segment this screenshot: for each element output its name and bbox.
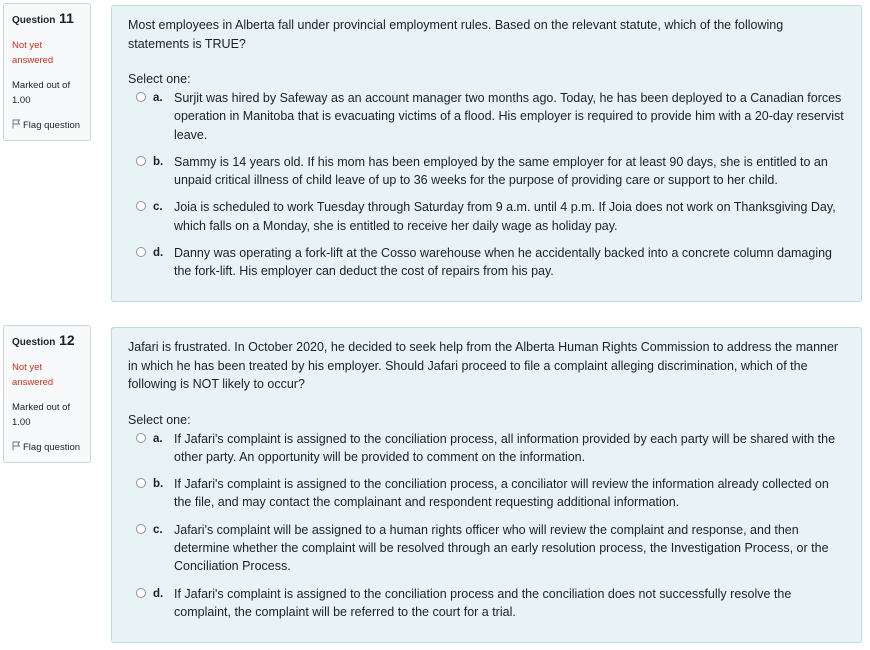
radio-button[interactable]: [136, 524, 146, 534]
question-11: [0, 0, 870, 305]
option-letter: b.: [153, 478, 164, 491]
question-state: Not yet answered: [12, 40, 54, 66]
answer-option-d[interactable]: [128, 585, 845, 622]
question-content: [111, 327, 862, 643]
answer-option-a[interactable]: [128, 89, 845, 144]
flag-icon: [12, 119, 21, 129]
radio-button[interactable]: [136, 201, 146, 211]
question-content: [111, 5, 862, 302]
radio-button[interactable]: [136, 478, 146, 488]
answer-option-b[interactable]: [128, 475, 845, 512]
answer-option-c[interactable]: [128, 521, 845, 576]
question-number: Question 11: [12, 10, 74, 26]
question-grade: Marked out of 1.00: [12, 80, 71, 106]
answer-options: [128, 430, 845, 622]
flag-question-button[interactable]: Flag question: [12, 118, 82, 133]
radio-button[interactable]: [136, 92, 146, 102]
radio-button[interactable]: [136, 433, 146, 443]
radio-button[interactable]: [136, 588, 146, 598]
option-text: If Jafari's complaint is assigned to the conciliation process, all information provided by each party will be shared with the other party. An opportunity will be provided to comment on the information.: [174, 431, 836, 464]
option-letter: d.: [153, 587, 164, 600]
option-letter: c.: [153, 201, 163, 214]
answer-option-a[interactable]: [128, 430, 845, 467]
answer-option-d[interactable]: [128, 244, 845, 281]
radio-button[interactable]: [136, 156, 146, 166]
question-number: Question 12: [12, 332, 75, 348]
option-text: Danny was operating a fork-lift at the Cosso warehouse when he accidentally backed into a concrete column damaging the fork-lift. His employer can deduct the cost of repairs from his pay.: [174, 246, 833, 279]
option-letter: b.: [153, 155, 164, 168]
answer-option-c[interactable]: [128, 198, 845, 235]
option-letter: a.: [153, 92, 163, 104]
answer-option-b[interactable]: [128, 153, 845, 190]
question-12: [0, 322, 870, 647]
question-text: Most employees in Alberta fall under provincial employment rules. Based on the relevant statute, which of the following statements is TRUE?: [128, 18, 784, 51]
radio-button[interactable]: [136, 247, 146, 257]
option-text: Sammy is 14 years old. If his mom has been employed by the same employer for at least 90 days, she is entitled to an unpaid critical illness of child leave of up to 36 weeks for the purpose of providing care or support to her child.: [174, 154, 828, 188]
option-letter: a.: [153, 432, 163, 445]
option-letter: d.: [153, 247, 164, 260]
option-letter: c.: [153, 523, 163, 536]
flag-icon: [12, 441, 21, 451]
option-text: Joia is scheduled to work Tuesday through Saturday from 9 a.m. until 4 p.m. If Joia does not work on Thanksgiving Day, which falls on a Monday, she is entitled to receive her daily wage as holiday pay.: [174, 200, 836, 233]
option-text: If Jafari's complaint is assigned to the conciliation process, a conciliator will review the information already collected on the file, and may contact the complainant and respondent requesting additional information.: [174, 477, 829, 510]
option-text: Jafari's complaint will be assigned to a human rights officer who will review the complaint and response, and then determine whether the complaint will be resolved through an early resolution process, the Investigation Process, or the Conciliation Process.: [174, 522, 829, 574]
question-state: Not yet answered: [12, 362, 54, 388]
option-text: If Jafari's complaint is assigned to the conciliation process and the conciliation does not successfully resolve the complaint, the complaint will be referred to the court for a trial.: [174, 586, 792, 619]
question-info: [3, 325, 91, 463]
select-one-prompt: Select one:: [128, 72, 191, 86]
question-info: [3, 3, 91, 141]
question-grade: Marked out of 1.00: [12, 402, 71, 428]
option-text: Surjit was hired by Safeway as an account manager two months ago. Today, he has been deployed to a Canadian forces operation in Manitoba that is evacuating victims of a flood. His employer is required to provide him with a 20-day reservist leave.: [174, 91, 844, 142]
answer-options: [128, 89, 845, 281]
question-text: Jafari is frustrated. In October 2020, he decided to seek help from the Alberta Human Rights Commission to address the manner in which he has been treated by his employer. Should Jafari proceed to file a complaint alleging discrimination, which of the following is NOT likely to occur?: [128, 340, 839, 391]
flag-question-button[interactable]: Flag question: [12, 440, 82, 455]
select-one-prompt: Select one:: [128, 412, 191, 427]
